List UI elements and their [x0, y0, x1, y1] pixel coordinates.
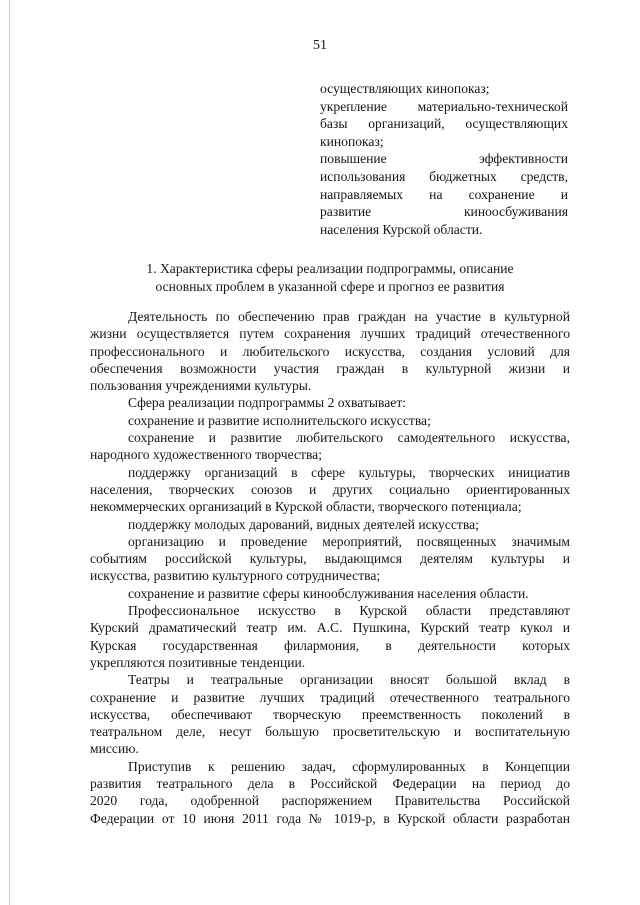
goals-line: населения Курской области.	[320, 221, 483, 237]
paragraph-line: жизни осуществляется путем сохранения лучших традиций отечественного	[90, 326, 570, 342]
section-heading-line: основных проблем в указанной сфере и прогноз ее развития	[155, 279, 505, 294]
paragraph-line: Сфера реализации подпрограммы 2 охватывает:	[128, 395, 407, 411]
paragraph-line: укрепляются позитивные тенденции.	[90, 654, 306, 670]
section-heading	[120, 260, 540, 296]
page-number: 51	[313, 38, 327, 53]
paragraph-line: Приступив к решению задач, сформулированных в Концепции	[128, 758, 570, 774]
paragraph-line: населения, творческих союзов и других социально ориентированных	[90, 481, 570, 497]
paragraph-line: некоммерческих организаций в Курской области, творческого потенциала;	[90, 499, 522, 515]
goals-line: использования бюджетных средств,	[320, 168, 568, 184]
paragraph-line: сохранение и развитие сферы кинообслуживания населения области.	[128, 585, 529, 601]
paragraph-line: 2020 года, одобренной распоряжением Правительства Российской	[90, 793, 570, 809]
paragraph-line: профессионального и любительского искусства, создания условий для	[90, 343, 570, 359]
section-heading-line: 1. Характеристика сферы реализации подпрограммы, описание	[146, 261, 514, 276]
paragraph-line: Курская государственная филармония, в деятельности которых	[90, 637, 570, 653]
paragraph-line: сохранение и развитие исполнительского искусства;	[128, 412, 431, 428]
paragraph-line: Деятельность по обеспечению прав граждан на участие в культурной	[128, 309, 570, 324]
paragraph-line: поддержку организаций в сфере культуры, творческих инициатив	[128, 464, 570, 480]
paragraph-line: сохранение и развитие лучших традиций отечественного театрального	[90, 689, 570, 705]
goals-line: осуществляющих кинопоказ;	[320, 81, 490, 96]
paragraph-line: театральном деле, несут большую просветительскую и воспитательную	[90, 724, 570, 740]
paragraph-line: Театры и театральные организации вносят большой вклад в	[128, 672, 570, 688]
paragraph-line: искусства, обеспечивают творческую преемственность поколений в	[90, 706, 570, 722]
paragraph-line: развития театрального дела в Российской Федерации на период до	[90, 776, 570, 792]
paragraph-line: пользования учреждениями культуры.	[90, 378, 312, 394]
paragraph-line: Курский драматический театр им. А.С. Пушкина, Курский театр кукол и	[90, 620, 570, 636]
paragraph-line: народного художественного творчества;	[90, 447, 322, 463]
goals-line: направляемых на сохранение и	[320, 186, 568, 202]
body-text	[90, 308, 570, 827]
paragraph-line: Профессиональное искусство в Курской области представляют	[128, 603, 570, 619]
paragraph-line: организацию и проведение мероприятий, посвященных значимым	[128, 533, 570, 549]
goals-line: укрепление материально-технической	[320, 98, 568, 114]
goals-line: развитие киноосбуживания	[320, 204, 568, 220]
paragraph-line: обеспечения возможности участия граждан в культурной жизни и	[90, 360, 570, 376]
paragraph-line: сохранение и развитие любительского самодеятельного искусства,	[128, 430, 570, 446]
goals-list	[320, 80, 568, 238]
goals-line: базы организаций, осуществляющих	[320, 116, 568, 132]
goals-line: кинопоказ;	[320, 133, 384, 149]
paragraph-line: поддержку молодых дарований, видных деятелей искусства;	[128, 516, 479, 532]
goals-line: повышение эффективности	[320, 151, 568, 167]
paragraph-line: событиям российской культуры, выдающимся деятелям культуры и	[90, 551, 570, 567]
paragraph-line: Федерации от 10 июня 2011 года № 1019-р, в Курской области разработан	[90, 810, 570, 826]
paragraph-line: искусства, развитию культурного сотрудничества;	[90, 568, 381, 584]
paragraph-line: миссию.	[90, 741, 139, 757]
page-edge	[9, 0, 10, 905]
